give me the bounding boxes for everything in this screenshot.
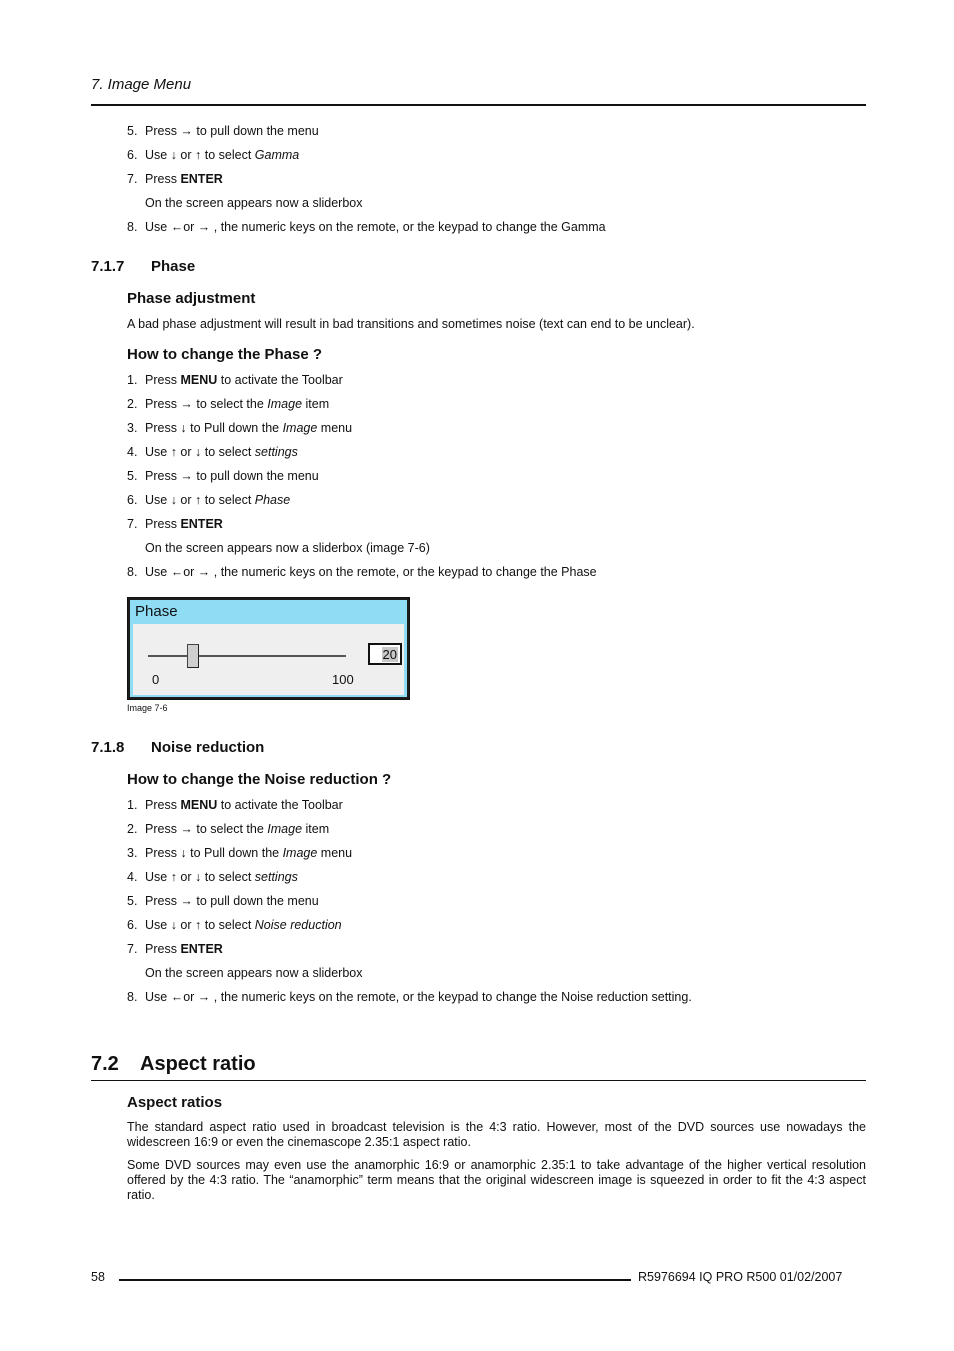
section-title: Noise reduction xyxy=(151,739,265,756)
noise-steps-list xyxy=(127,798,692,1014)
list-item-text: to activate the Toolbar xyxy=(217,373,343,387)
list-item xyxy=(127,172,606,196)
list-item-text: Press xyxy=(145,517,181,531)
list-item-number: 6. xyxy=(127,148,138,162)
list-item-text: Use ↑ or ↓ to select xyxy=(145,870,255,884)
list-item xyxy=(127,373,597,397)
section-phase-heading xyxy=(91,258,195,275)
menu-term: Image xyxy=(282,421,318,435)
list-item-number: 6. xyxy=(127,493,138,507)
list-item-text: Use ↓ or ↑ to select xyxy=(145,493,255,507)
chapter-header: 7. Image Menu xyxy=(91,76,192,93)
menu-term: Noise reduction xyxy=(254,918,342,932)
list-item xyxy=(127,148,606,172)
list-item-number: 3. xyxy=(127,421,138,435)
list-item xyxy=(127,493,597,517)
slider-thumb[interactable] xyxy=(187,644,199,668)
menu-term: Phase xyxy=(254,493,291,507)
list-item-text: Press xyxy=(145,373,181,387)
list-item-number: 6. xyxy=(127,918,138,932)
noise-howto-heading: How to change the Noise reduction ? xyxy=(127,771,392,788)
sliderbox-title: Phase xyxy=(135,603,178,620)
list-item-text: Press → to pull down the menu xyxy=(145,124,319,138)
list-item-text: Use ←or → , the numeric keys on the remote, or the keypad to change the Phase xyxy=(145,565,597,579)
menu-term: settings xyxy=(254,445,298,459)
list-item xyxy=(127,870,692,894)
list-item-number: 2. xyxy=(127,822,138,836)
list-item xyxy=(127,942,692,966)
menu-term: Image xyxy=(267,822,303,836)
list-item-text: item xyxy=(302,397,330,411)
list-item xyxy=(127,124,606,148)
phase-steps-list xyxy=(127,373,597,589)
list-item-text: Press → to select the xyxy=(145,822,268,836)
aspect-paragraph-1: The standard aspect ratio used in broadcast television is the 4:3 ratio. However, most of the DVD sources use nowadays the widescreen 16:9 or even the cinemascope 2.35:1 aspect ratio. xyxy=(127,1120,866,1149)
list-item-number: 8. xyxy=(127,220,138,234)
list-item-number: 8. xyxy=(127,990,138,1004)
list-item-text: to activate the Toolbar xyxy=(217,798,343,812)
aspect-paragraph-2: Some DVD sources may even use the anamorphic 16:9 or anamorphic 2.35:1 to take advantage of the higher vertical resolution offered by the 4:3 ratio. The “anamorphic” term means that the original widescreen image is squeezed in order to fit the 4:3 aspect ratio. xyxy=(127,1158,866,1202)
list-item-number: 5. xyxy=(127,124,138,138)
list-item-number: 1. xyxy=(127,798,138,812)
list-item-text: Use ↓ or ↑ to select xyxy=(145,918,255,932)
section-number: 7.1.8 xyxy=(91,739,125,756)
list-item-text: Press → to pull down the menu xyxy=(145,469,319,483)
key-name: MENU xyxy=(180,798,218,812)
list-item-text: Press → to select the xyxy=(145,397,268,411)
list-item-text: Press xyxy=(145,172,181,186)
header-rule xyxy=(91,104,866,106)
sliderbox-body xyxy=(133,624,404,695)
list-item-text: Use ←or → , the numeric keys on the remote, or the keypad to change the Noise reduction setting. xyxy=(145,990,692,1004)
list-item-text: Use ←or → , the numeric keys on the remote, or the keypad to change the Gamma xyxy=(145,220,606,234)
list-item xyxy=(127,846,692,870)
list-item xyxy=(127,220,606,244)
key-name: ENTER xyxy=(180,942,223,956)
section-title: Aspect ratio xyxy=(140,1053,256,1075)
slider-value-box[interactable] xyxy=(368,643,402,665)
list-item xyxy=(127,894,692,918)
list-item-text: On the screen appears now a sliderbox xyxy=(145,966,363,980)
list-item-number: 5. xyxy=(127,469,138,483)
list-note xyxy=(127,966,692,990)
list-item-text: On the screen appears now a sliderbox xyxy=(145,196,363,210)
slider-min-label: 0 xyxy=(152,672,160,687)
list-item xyxy=(127,445,597,469)
image-caption: Image 7-6 xyxy=(127,703,168,713)
list-item-number: 4. xyxy=(127,445,138,459)
list-item-number: 4. xyxy=(127,870,138,884)
slider-max-label: 100 xyxy=(332,672,354,687)
menu-term: Image xyxy=(267,397,303,411)
key-name: ENTER xyxy=(180,517,223,531)
section-aspect-heading xyxy=(91,1053,256,1076)
section-number: 7.2 xyxy=(91,1053,119,1075)
list-item xyxy=(127,469,597,493)
aspect-ratios-heading: Aspect ratios xyxy=(127,1094,223,1111)
section-title: Phase xyxy=(151,258,196,275)
menu-term: Image xyxy=(282,846,318,860)
list-item-text: Press ↓ to Pull down the xyxy=(145,421,283,435)
list-item-number: 3. xyxy=(127,846,138,860)
list-item-text: On the screen appears now a sliderbox (image 7-6) xyxy=(145,541,430,555)
list-item-number: 8. xyxy=(127,565,138,579)
list-item-text: Use ↑ or ↓ to select xyxy=(145,445,255,459)
list-item xyxy=(127,397,597,421)
key-name: MENU xyxy=(180,373,218,387)
section-number: 7.1.7 xyxy=(91,258,125,275)
list-item-number: 7. xyxy=(127,942,138,956)
list-item-text: Use ↓ or ↑ to select xyxy=(145,148,255,162)
list-item xyxy=(127,517,597,541)
list-item-number: 1. xyxy=(127,373,138,387)
list-item xyxy=(127,421,597,445)
list-item xyxy=(127,918,692,942)
sliderbox-frame xyxy=(130,600,407,697)
slider-track[interactable] xyxy=(148,655,346,657)
list-note xyxy=(127,196,606,220)
phase-adjustment-heading: Phase adjustment xyxy=(127,290,256,307)
list-item xyxy=(127,565,597,589)
list-item-text: menu xyxy=(317,846,353,860)
list-item xyxy=(127,990,692,1014)
list-item-text: Press xyxy=(145,942,181,956)
list-item xyxy=(127,822,692,846)
phase-howto-heading: How to change the Phase ? xyxy=(127,346,323,363)
phase-sliderbox xyxy=(127,597,410,700)
list-note xyxy=(127,541,597,565)
menu-term: Gamma xyxy=(254,148,300,162)
list-item-text: item xyxy=(302,822,330,836)
section-noise-heading xyxy=(91,739,264,756)
section-rule xyxy=(91,1080,866,1081)
list-item-number: 7. xyxy=(127,517,138,531)
list-item-number: 7. xyxy=(127,172,138,186)
list-item-text: Press → to pull down the menu xyxy=(145,894,319,908)
list-item-number: 5. xyxy=(127,894,138,908)
list-item-text: menu xyxy=(317,421,353,435)
list-item-text: Press xyxy=(145,798,181,812)
phase-adjustment-text: A bad phase adjustment will result in bad transitions and sometimes noise (text can end to be unclear). xyxy=(127,317,695,331)
document-reference: R5976694 IQ PRO R500 01/02/2007 xyxy=(638,1270,843,1284)
list-item xyxy=(127,798,692,822)
list-item-number: 2. xyxy=(127,397,138,411)
footer-rule xyxy=(119,1279,631,1281)
key-name: ENTER xyxy=(180,172,223,186)
menu-term: settings xyxy=(254,870,298,884)
slider-value: 20 xyxy=(382,647,397,662)
gamma-steps-list xyxy=(127,124,606,244)
page-number: 58 xyxy=(91,1270,105,1284)
list-item-text: Press ↓ to Pull down the xyxy=(145,846,283,860)
